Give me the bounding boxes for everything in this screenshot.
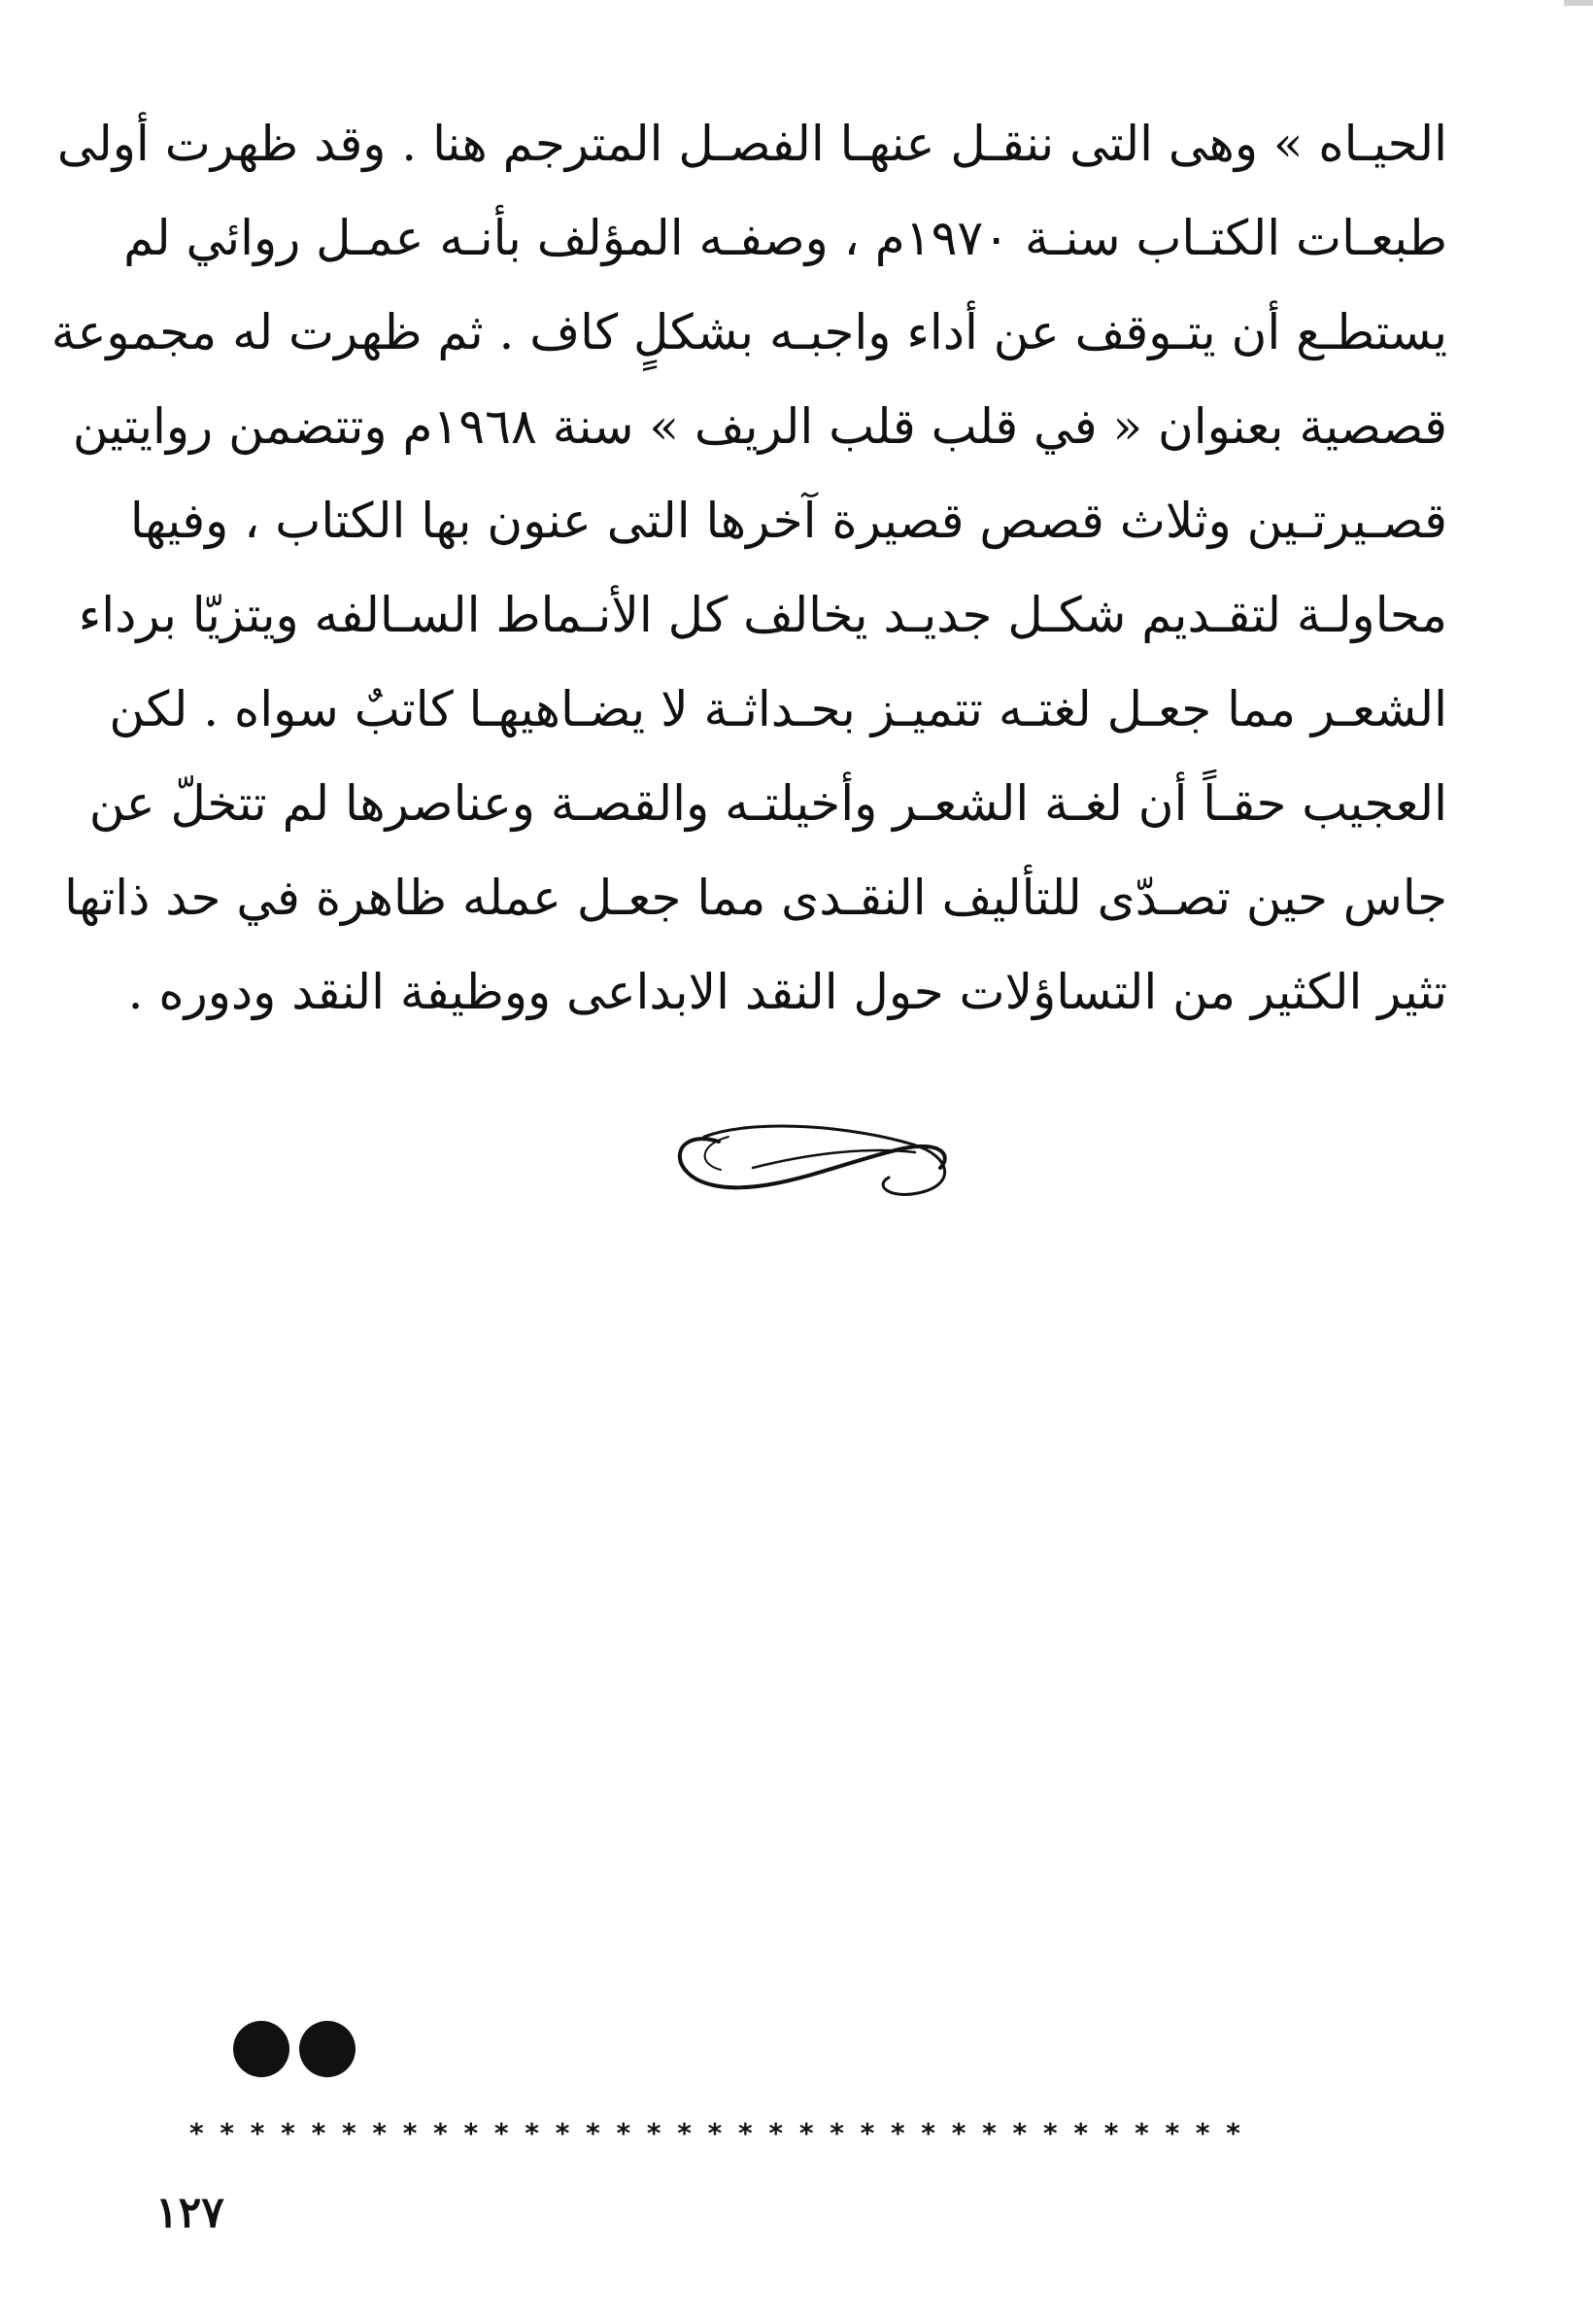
text-line-7: الشعـر مما جعـل لغتـه تتميـز بحـداثـة لا يضـاهيهـا كاتبٌ سواه . لكن: [109, 681, 1447, 737]
page-number: ١٢٧: [155, 2188, 224, 2238]
body-text: [51, 97, 1447, 1040]
text-line-1: الحيـاه » وهى التى ننقـل عنهـا الفصـل المترجم هنا . وقد ظهرت أولى: [56, 116, 1447, 172]
star-divider: * * * * * * * * * * * * * * * * * * * * * * * * * * * * * * * * * * *: [189, 2117, 1244, 2149]
text-line-2: طبعـات الكتـاب سنـة ١٩٧٠م ، وصفـه المؤلف بأنـه عمـل روائي لم: [123, 210, 1447, 266]
bullet-dot-icon: [299, 2021, 356, 2077]
text-line-4: قصصية بعنوان « في قلب قلب الريف » سنة ١٩٦٨م وتتضمن روايتين: [72, 398, 1447, 455]
edge-mark: [1564, 0, 1593, 6]
text-line-5: قصـيرتـين وثلاث قصص قصيرة آخرها التى عنون بها الكتاب ، وفيها: [129, 493, 1447, 549]
bullet-dots: [233, 2021, 369, 2089]
text-line-9: جاس حين تصـدّى للتأليف النقـدى مما جعـل عمله ظاهرة في حد ذاتها: [64, 870, 1447, 926]
flourish-ornament-icon: [661, 1108, 971, 1205]
text-line-3: يستطـع أن يتـوقف عن أداء واجبـه بشكلٍ كاف . ثم ظهرت له مجموعة: [51, 304, 1447, 360]
text-line-8: العجيب حقـاً أن لغـة الشعـر وأخيلتـه والقصـة وعناصرها لم تتخلّ عن: [88, 775, 1447, 832]
bullet-dot-icon: [233, 2021, 289, 2077]
text-line-10: تثير الكثير من التساؤلات حول النقد الابداعى ووظيفة النقد ودوره .: [127, 964, 1447, 1020]
text-line-6: محاولـة لتقـديم شكـل جديـد يخالف كل الأنـماط السـالفه ويتزيّا برداء: [78, 587, 1447, 643]
